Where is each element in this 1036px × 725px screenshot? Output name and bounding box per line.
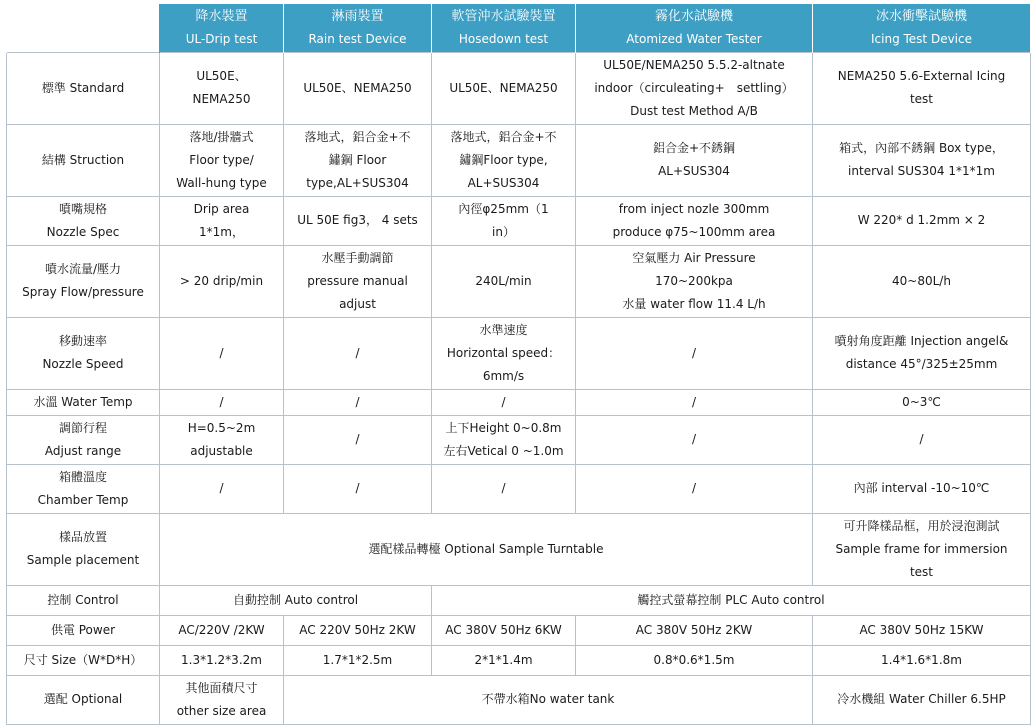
cell-line: 調節行程 xyxy=(58,420,107,435)
cell-line: H=0.5~2m xyxy=(187,420,256,435)
table-cell xyxy=(576,645,813,675)
table-cell xyxy=(576,317,813,389)
row-label xyxy=(7,585,160,615)
cell-line: 6mm/s xyxy=(482,368,525,383)
cell-line: 噴水流量/壓力 xyxy=(44,262,122,276)
table-cell xyxy=(160,52,284,124)
table-cell xyxy=(576,615,813,645)
table-cell xyxy=(432,317,576,389)
row-structure xyxy=(7,124,1031,196)
table-cell xyxy=(284,464,432,513)
cell-line: / xyxy=(691,432,697,446)
cell-line: W 220* d 1.2mm × 2 xyxy=(857,213,986,227)
cell-line: 落地/掛牆式 xyxy=(189,129,254,144)
cell-line: UL50E/NEMA250 5.5.2-altnate xyxy=(603,57,785,72)
table-cell xyxy=(576,124,813,196)
header-col-5: 冰水衝擊試驗機 Icing Test Device xyxy=(813,4,1031,52)
cell-line: test xyxy=(909,564,934,579)
spec-table xyxy=(6,4,1031,725)
table-cell xyxy=(432,196,576,245)
cell-line: 噴射角度距離 Injection angel& xyxy=(834,334,1009,348)
row-adjust-range xyxy=(7,415,1031,464)
cell-line: 240L/min xyxy=(475,273,532,288)
cell-line: > 20 drip/min xyxy=(179,273,264,288)
cell-line: / xyxy=(219,345,224,360)
cell-line: from inject nozle 300mm xyxy=(618,201,770,216)
table-cell xyxy=(160,675,284,724)
table-cell xyxy=(160,389,284,415)
header-col-3: 軟管沖水試驗裝置 Hosedown test xyxy=(432,4,576,52)
table-cell xyxy=(432,389,576,415)
row-standard xyxy=(7,52,1031,124)
cell-line: 冷水機組 Water Chiller 6.5HP xyxy=(837,692,1006,706)
row-label xyxy=(7,415,160,464)
cell-line: distance 45°/325±25mm xyxy=(845,357,998,371)
cell-line: 選配 Optional xyxy=(43,692,123,706)
cell-line: pressure manual xyxy=(307,273,408,288)
cell-line: / xyxy=(355,481,360,495)
table-cell xyxy=(576,389,813,415)
row-optional xyxy=(7,675,1031,724)
table-cell xyxy=(576,196,813,245)
cell-line: UL50E、 xyxy=(196,69,247,83)
cell-line: Adjust range xyxy=(44,443,122,458)
cell-line: 移動速率 xyxy=(58,334,107,348)
cell-line: type,AL+SUS304 xyxy=(306,175,409,190)
cell-line: 控制 Control xyxy=(47,592,119,607)
table-cell xyxy=(813,513,1031,585)
header-col-2: 淋雨裝置 Rain test Device xyxy=(284,4,432,52)
table-cell xyxy=(576,245,813,317)
cell-line: NEMA250 xyxy=(192,92,251,106)
cell-line: Spray Flow/pressure xyxy=(22,285,144,299)
cell-line: interval SUS304 1*1*1m xyxy=(848,164,995,178)
table-cell xyxy=(160,585,432,615)
cell-line: 水準速度 xyxy=(479,322,528,337)
row-label xyxy=(7,645,160,675)
cell-line: AL+SUS304 xyxy=(467,175,540,190)
row-sample-placement xyxy=(7,513,1031,585)
table-cell xyxy=(284,415,432,464)
row-nozzle-speed xyxy=(7,317,1031,389)
row-nozzle-spec xyxy=(7,196,1031,245)
cell-line: AC/220V /2KW xyxy=(178,622,265,637)
table-cell xyxy=(813,245,1031,317)
table-cell xyxy=(813,615,1031,645)
cell-line: 其他面積尺寸 xyxy=(185,680,258,695)
cell-line: AC 380V 50Hz 15KW xyxy=(859,622,984,637)
table-cell xyxy=(160,196,284,245)
row-label xyxy=(7,389,160,415)
table-cell xyxy=(284,615,432,645)
header-col-1: 降水裝置 UL-Drip test xyxy=(160,4,284,52)
row-label xyxy=(7,513,160,585)
cell-line: 1.4*1.6*1.8m xyxy=(881,652,962,667)
cell-line: Floor type/ xyxy=(189,152,254,167)
cell-line: 空氣壓力 Air Pressure xyxy=(632,250,756,265)
cell-line: 0.8*0.6*1.5m xyxy=(653,652,735,667)
cell-line: 水溫 Water Temp xyxy=(33,394,133,409)
row-label xyxy=(7,317,160,389)
cell-line: NEMA250 5.6-External Icing xyxy=(837,69,1006,83)
cell-line: 結構 Struction xyxy=(41,152,125,167)
row-label xyxy=(7,245,160,317)
cell-line: AL+SUS304 xyxy=(658,164,730,178)
cell-line: Horizontal speed： xyxy=(446,345,561,360)
cell-line: 1.7*1*2.5m xyxy=(322,652,393,667)
cell-line: / xyxy=(691,394,697,409)
cell-line: test xyxy=(909,92,934,106)
cell-line: UL 50E fig3， 4 sets xyxy=(297,213,418,227)
table-cell xyxy=(284,245,432,317)
cell-line: AC 380V 50Hz 2KW xyxy=(635,622,753,637)
cell-line: 水量 water flow 11.4 L/h xyxy=(622,296,766,311)
cell-line: / xyxy=(355,394,360,409)
cell-line: adjust xyxy=(339,296,376,311)
cell-line: / xyxy=(501,394,506,409)
table-cell xyxy=(432,464,576,513)
cell-line: 標準 Standard xyxy=(41,80,125,95)
cell-line: 鏽鋼Floor type, xyxy=(459,152,548,167)
cell-line: UL50E、NEMA250 xyxy=(449,80,558,95)
cell-line: 1.3*1.2*3.2m xyxy=(181,652,262,667)
cell-line: 0~3℃ xyxy=(902,394,941,409)
row-label xyxy=(7,675,160,724)
table-cell xyxy=(813,124,1031,196)
cell-line: 左右Vetical 0 ~1.0m xyxy=(443,443,564,458)
table-cell xyxy=(284,124,432,196)
cell-line: produce φ75~100mm area xyxy=(612,224,776,239)
cell-line: 鋁合金+不銹鋼 xyxy=(652,141,736,155)
table-cell xyxy=(284,317,432,389)
row-chamber-temp xyxy=(7,464,1031,513)
table-cell xyxy=(432,415,576,464)
table-cell xyxy=(813,645,1031,675)
cell-line: UL50E、NEMA250 xyxy=(303,80,412,95)
cell-line: 自動控制 Auto control xyxy=(232,592,359,607)
cell-line: adjustable xyxy=(190,443,253,458)
cell-line: 箱體溫度 xyxy=(58,469,107,484)
cell-line: / xyxy=(219,394,224,409)
cell-line: 內部 interval -10~10℃ xyxy=(853,481,990,495)
cell-line: Nozzle Speed xyxy=(42,357,124,371)
table-cell xyxy=(160,513,813,585)
cell-line: 噴嘴規格 xyxy=(58,201,107,216)
cell-line: Sample placement xyxy=(26,553,140,567)
cell-line: / xyxy=(219,481,224,495)
cell-line: 觸控式螢幕控制 PLC Auto control xyxy=(637,592,825,607)
row-size xyxy=(7,645,1031,675)
cell-line: 40~80L/h xyxy=(892,273,951,288)
cell-line: / xyxy=(691,481,697,495)
table-cell xyxy=(160,615,284,645)
cell-line: / xyxy=(355,345,360,360)
row-label xyxy=(7,52,160,124)
table-cell xyxy=(813,52,1031,124)
table-cell xyxy=(432,645,576,675)
cell-line: 落地式，鋁合金+不 xyxy=(304,129,411,144)
table-cell xyxy=(576,464,813,513)
cell-line: 內徑φ25mm（1 xyxy=(458,201,549,216)
cell-line: AC 220V 50Hz 2KW xyxy=(299,622,416,637)
cell-line: / xyxy=(355,432,360,446)
cell-line: indoor（circuleating+ settling） xyxy=(594,80,794,95)
cell-line: / xyxy=(919,432,924,446)
row-label xyxy=(7,615,160,645)
cell-line: 可升降樣品框，用於浸泡測試 xyxy=(843,518,1000,533)
table-cell xyxy=(160,124,284,196)
cell-line: 上下Height 0~0.8m xyxy=(445,420,562,435)
table-cell xyxy=(160,464,284,513)
table-cell xyxy=(813,415,1031,464)
cell-line: 箱式，內部不銹鋼 Box type， xyxy=(839,141,1004,155)
table-cell xyxy=(432,245,576,317)
table-cell xyxy=(813,196,1031,245)
table-cell xyxy=(576,52,813,124)
cell-line: Drip area xyxy=(193,201,250,216)
table-cell xyxy=(432,615,576,645)
table-cell xyxy=(813,675,1031,724)
cell-line: Nozzle Spec xyxy=(46,224,120,239)
cell-line: in） xyxy=(492,224,515,239)
table-cell xyxy=(284,52,432,124)
row-power xyxy=(7,615,1031,645)
table-cell xyxy=(432,52,576,124)
cell-line: / xyxy=(691,345,697,360)
cell-line: 選配樣品轉檯 Optional Sample Turntable xyxy=(368,541,604,556)
table-cell xyxy=(576,415,813,464)
table-cell xyxy=(160,415,284,464)
cell-line: 2*1*1.4m xyxy=(474,652,533,667)
table-cell xyxy=(284,389,432,415)
cell-line: Sample frame for immersion xyxy=(835,541,1008,556)
table-cell xyxy=(160,245,284,317)
cell-line: 尺寸 Size（W*D*H） xyxy=(23,652,143,667)
cell-line: / xyxy=(501,481,506,495)
row-label xyxy=(7,464,160,513)
cell-line: Chamber Temp xyxy=(37,492,129,507)
cell-line: 1*1m， xyxy=(199,224,244,239)
table-cell xyxy=(432,585,1031,615)
cell-line: 樣品放置 xyxy=(58,530,107,544)
cell-line: AC 380V 50Hz 6KW xyxy=(445,622,562,637)
cell-line: 水壓手動調節 xyxy=(321,250,394,265)
row-water-temp xyxy=(7,389,1031,415)
table-cell xyxy=(432,124,576,196)
header-col-4: 霧化水試驗機 Atomized Water Tester xyxy=(576,4,813,52)
row-spray-flow xyxy=(7,245,1031,317)
table-cell xyxy=(813,317,1031,389)
cell-line: Wall-hung type xyxy=(176,175,267,190)
table-cell xyxy=(160,645,284,675)
header-row xyxy=(7,4,1031,52)
table-cell xyxy=(284,675,813,724)
cell-line: 鏽鋼 Floor xyxy=(328,152,387,167)
row-label xyxy=(7,196,160,245)
cell-line: 供電 Power xyxy=(50,622,116,637)
cell-line: other size area xyxy=(176,703,267,718)
cell-line: 不帶水箱No water tank xyxy=(481,692,615,706)
cell-line: 170~200kpa xyxy=(655,273,733,288)
header-corner xyxy=(7,4,160,52)
table-cell xyxy=(813,389,1031,415)
table-cell xyxy=(284,196,432,245)
cell-line: 落地式，鋁合金+不 xyxy=(450,129,557,144)
table-cell xyxy=(284,645,432,675)
table-cell xyxy=(160,317,284,389)
table-cell xyxy=(813,464,1031,513)
row-label xyxy=(7,124,160,196)
row-control xyxy=(7,585,1031,615)
cell-line: Dust test Method A/B xyxy=(630,103,758,118)
